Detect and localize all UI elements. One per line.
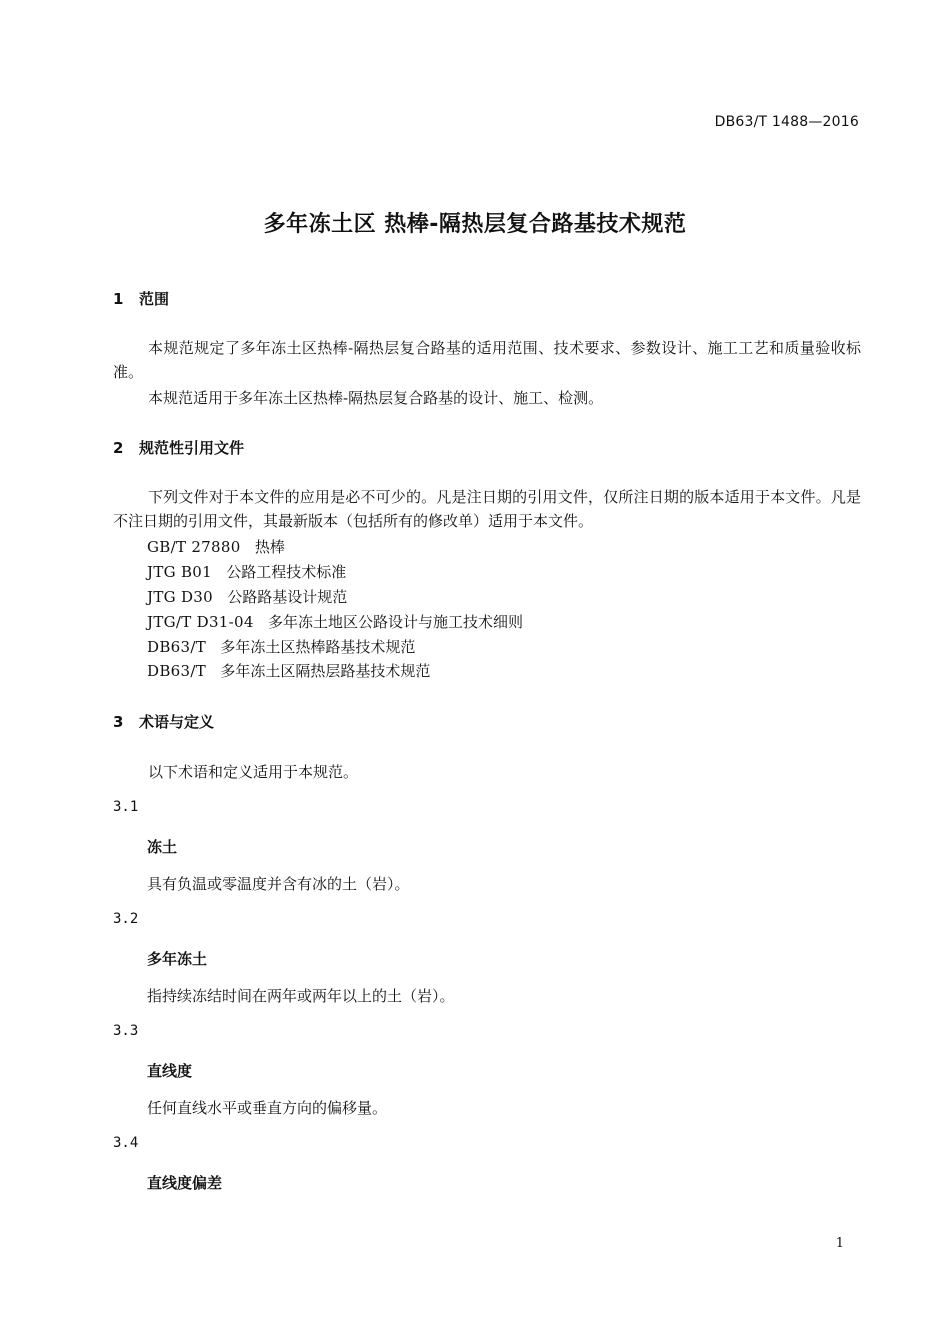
reference-item — [147, 636, 415, 657]
reference-name: 公路工程技术标准 — [226, 563, 347, 581]
term-number: 3.1 — [113, 799, 139, 815]
reference-code: JTG D30 — [147, 588, 213, 606]
reference-name: 多年冻土区隔热层路基技术规范 — [220, 662, 431, 680]
term-definition: 指持续冻结时间在两年或两年以上的土（岩）。 — [147, 987, 455, 1005]
section-number: 3 — [113, 713, 124, 731]
section-2-intro: 下列文件对于本文件的应用是必不可少的。凡是注日期的引用文件，仅所注日期的版本适用于本文件。凡是不注日期的引用文件，其最新版本（包括所有的修改单）适用于本文件。 — [113, 488, 861, 530]
section-title: 术语与定义 — [139, 713, 215, 731]
reference-name: 热棒 — [254, 538, 285, 556]
section-1-paragraph-1: 本规范规定了多年冻土区热棒-隔热层复合路基的适用范围、技术要求、参数设计、施工工艺和质量验收标准。 — [113, 339, 861, 381]
reference-code: GB/T 27880 — [147, 538, 241, 556]
page-number: 1 — [835, 1236, 844, 1251]
reference-code: JTG/T D31-04 — [147, 613, 254, 631]
document-title: 多年冻土区 热棒-隔热层复合路基技术规范 — [263, 212, 687, 237]
reference-item — [147, 611, 523, 632]
term-number: 3.2 — [113, 911, 139, 927]
term-definition: 具有负温或零温度并含有冰的土（岩）。 — [147, 875, 410, 893]
reference-code: DB63/T — [147, 662, 206, 680]
section-number: 2 — [113, 439, 124, 457]
term-name: 多年冻土 — [147, 950, 208, 968]
term-number: 3.3 — [113, 1023, 139, 1039]
section-3-heading — [113, 711, 214, 732]
term-number: 3.4 — [113, 1135, 139, 1151]
term-name: 直线度 — [147, 1062, 193, 1080]
section-title: 规范性引用文件 — [139, 439, 245, 457]
term-name: 冻土 — [147, 838, 178, 856]
reference-name: 多年冻土区热棒路基技术规范 — [220, 638, 416, 656]
reference-code: JTG B01 — [147, 563, 212, 581]
section-number: 1 — [113, 290, 124, 308]
reference-item — [147, 536, 285, 557]
reference-item — [147, 586, 347, 607]
reference-code: DB63/T — [147, 638, 206, 656]
term-name: 直线度偏差 — [147, 1174, 223, 1192]
section-2-heading — [113, 437, 244, 458]
standard-code: DB63/T 1488—2016 — [714, 114, 859, 130]
section-title: 范围 — [139, 290, 170, 308]
reference-item — [147, 660, 430, 681]
term-definition: 任何直线水平或垂直方向的偏移量。 — [147, 1099, 388, 1117]
reference-name: 公路路基设计规范 — [227, 588, 348, 606]
section-1-heading — [113, 288, 169, 309]
reference-name: 多年冻土地区公路设计与施工技术细则 — [268, 613, 524, 631]
section-1-paragraph-2: 本规范适用于多年冻土区热棒-隔热层复合路基的设计、施工、检测。 — [148, 389, 604, 407]
reference-item — [147, 561, 346, 582]
section-3-intro: 以下术语和定义适用于本规范。 — [148, 763, 359, 781]
